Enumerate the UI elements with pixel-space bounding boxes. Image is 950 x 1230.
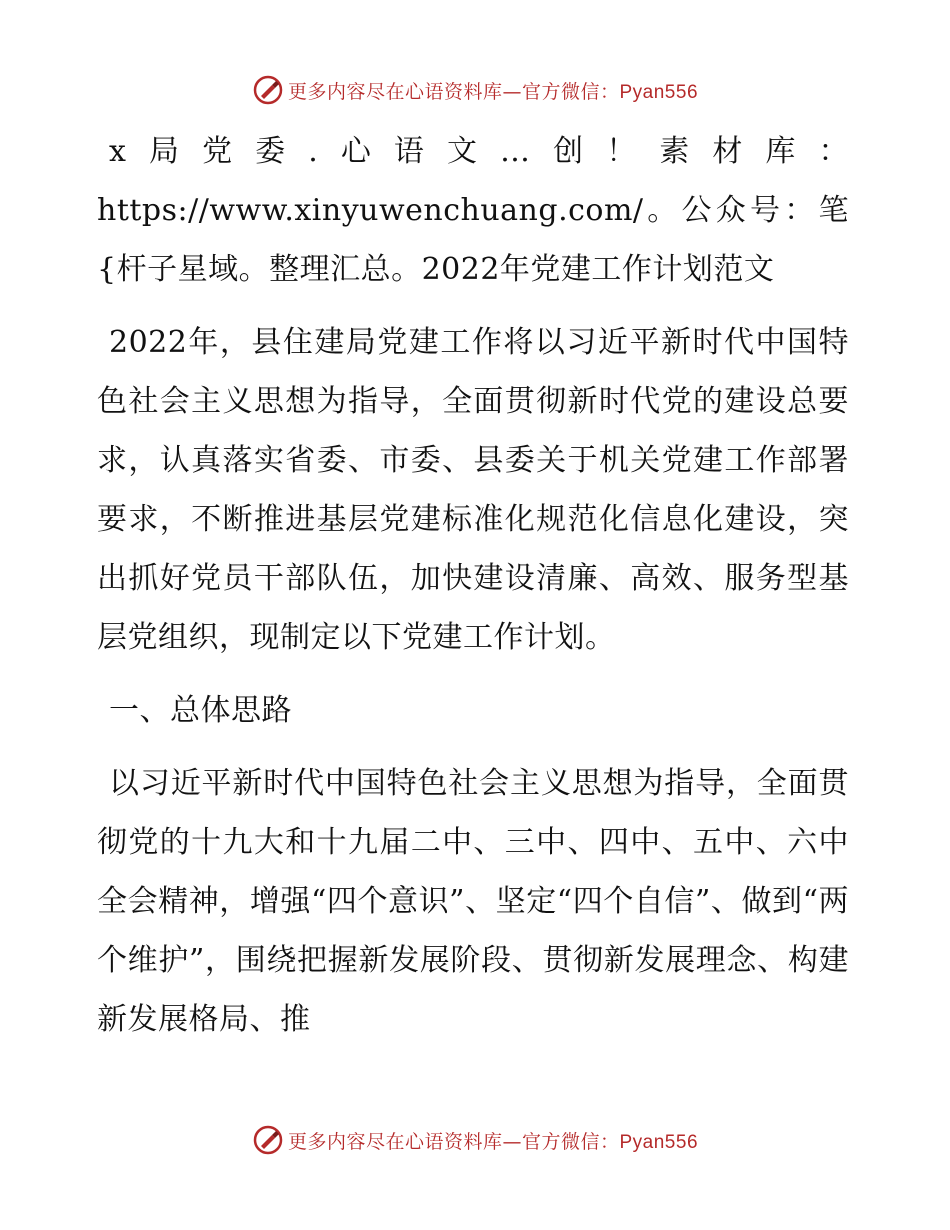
pen-logo-icon	[252, 74, 284, 106]
watermark-text: 更多内容尽在心语资料库—官方微信：Pyan556	[287, 80, 699, 103]
paragraph: 2022年，县住建局党建工作将以习近平新时代中国特色社会主义思想为指导，全面贯彻新时代党的建设总要求，认真落实省委、市委、县委关于机关党建工作部署要求，不断推进基层党建标准化规范化信息化建设，突出抓好党员干部队伍，加快建设清廉、高效、服务型基层党组织，现制定以下党建工作计划。	[97, 325, 849, 655]
pen-logo-icon	[252, 1124, 284, 1156]
watermark-banner-top	[0, 72, 950, 108]
watermark-banner-bottom	[0, 1122, 950, 1158]
paragraph: 以习近平新时代中国特色社会主义思想为指导，全面贯彻党的十九大和十九届二中、三中、四中、五中、六中全会精神，增强“四个意识”、坚定“四个自信”、做到“两个维护”，围绕把握新发展阶段、贯彻新发展理念、构建新发展格局、推	[97, 766, 849, 1037]
document-body	[97, 122, 849, 1063]
paragraph: x局党委.心语文…创！素材库：https://www.xinyuwenchuang.com/。公众号：笔{杆子星域。整理汇总。2022年党建工作计划范文	[97, 134, 849, 287]
section-heading: 一、总体思路	[109, 693, 292, 728]
watermark-text: 更多内容尽在心语资料库—官方微信：Pyan556	[287, 1130, 699, 1153]
